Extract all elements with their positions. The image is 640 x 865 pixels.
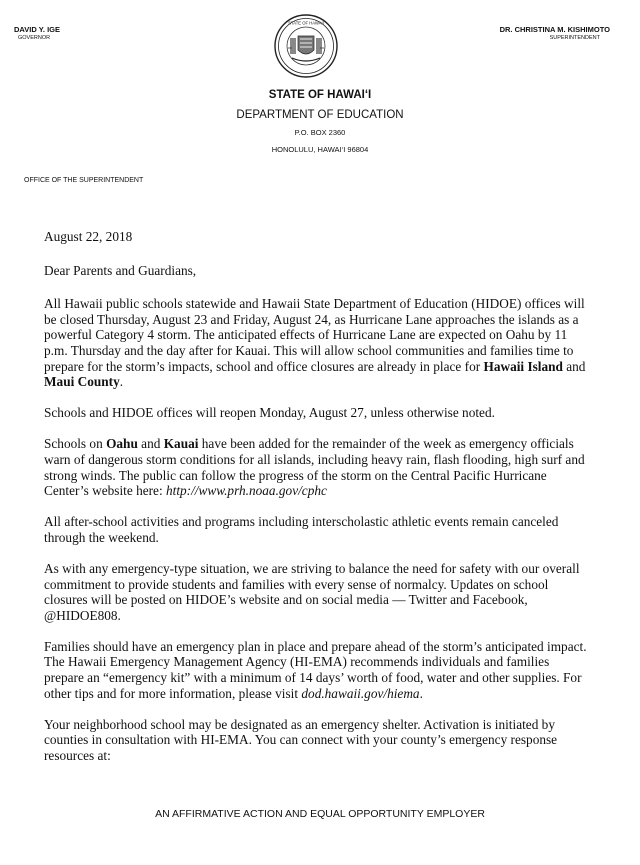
p1-end: . — [119, 374, 124, 390]
p3-and: and — [137, 436, 164, 452]
footer-statement: AN AFFIRMATIVE ACTION AND EQUAL OPPORTUNITY EMPLOYER — [155, 808, 485, 820]
p3-start: Schools on — [44, 436, 107, 452]
p6-text: Families should have an emergency plan in place and prepare ahead of the storm’s anticipated impact. The Hawaii Emergency Management Agency (HI-EMA) recommends individuals and families prepare an “emergency kit” with a minimum of 14 days’ worth of food, water and other supplies. For other tips and for more information, please visit — [44, 638, 587, 701]
paragraph-shelter: Your neighborhood school may be designated as an emergency shelter. Activation is initiated by counties in consultation with HI-EMA. You can connect with your county’s emergency response resources at: — [44, 716, 558, 763]
letter-greeting: Dear Parents and Guardians, — [44, 262, 197, 278]
department-heading: DEPARTMENT OF EDUCATION — [236, 109, 404, 121]
governor-block — [14, 26, 60, 42]
p1-text: All Hawaii public schools statewide and Hawaii State Department of Education (HIDOE) offices will be closed Thursday, August 23 and Friday, August 24, as Hurricane Lane approaches the islands as a powerful Category 4 storm. The anticipated effects of Hurricane Lane are expected on Oahu by 11 p.m. Thursday and the day after for Kauai. This will allow school communities and families time to prepare for the storm’s impacts, school and office closures are already in place for — [44, 296, 585, 374]
paragraph-normalcy: As with any emergency-type situation, we are striving to balance the need for safety with our overall commitment to provide students and families with every sense of normalcy. Updates on school closures will be posted on HIDOE’s website and on social media — Twitter and Facebook, @HIDOE808. — [44, 560, 580, 623]
seal-text: STATE OF HAWAII — [288, 20, 324, 26]
p1-maui-county: Maui County — [44, 374, 120, 390]
superintendent-title: SUPERINTENDENT — [549, 35, 600, 41]
letter-date: August 22, 2018 — [44, 229, 133, 244]
paragraph-oahu-kauai — [44, 436, 592, 498]
p3-oahu: Oahu — [106, 436, 138, 452]
city-address: HONOLULU, HAWAI‘I 96804 — [271, 145, 369, 154]
paragraph-emergency-plan — [44, 639, 592, 701]
state-heading: STATE OF HAWAI‘I — [268, 89, 372, 101]
po-box: P.O. BOX 2360 — [294, 128, 346, 137]
state-seal-icon — [274, 14, 338, 78]
superintendent-block — [500, 26, 610, 42]
p1-and: and — [562, 358, 586, 374]
governor-name: DAVID Y. IGE — [14, 25, 60, 34]
paragraph-closures — [44, 296, 592, 390]
governor-title: GOVERNOR — [18, 35, 51, 41]
cphc-link[interactable]: http://www.prh.noaa.gov/cphc — [165, 483, 327, 499]
paragraph-reopen: Schools and HIDOE offices will reopen Monday, August 27, unless otherwise noted. — [44, 405, 495, 421]
p1-hawaii-island: Hawaii Island — [483, 358, 563, 374]
hiema-link[interactable]: dod.hawaii.gov/hiema — [301, 685, 420, 701]
paragraph-activities: All after-school activities and programs including interscholastic athletic events remain canceled through the weekend. — [44, 514, 559, 545]
superintendent-name: DR. CHRISTINA M. KISHIMOTO — [499, 25, 610, 34]
p6-end: . — [419, 685, 423, 701]
p3-kauai: Kauai — [163, 436, 199, 452]
office-label: OFFICE OF THE SUPERINTENDENT — [24, 177, 144, 184]
p3-text: have been added for the remainder of the week as emergency officials warn of dangerous storm conditions for all islands, including heavy rain, flash flooding, high surf and strong winds. The public can follow the progress of the storm on the Central Pacific Hurricane Center’s website here: — [44, 436, 585, 499]
letter-body — [44, 229, 592, 779]
